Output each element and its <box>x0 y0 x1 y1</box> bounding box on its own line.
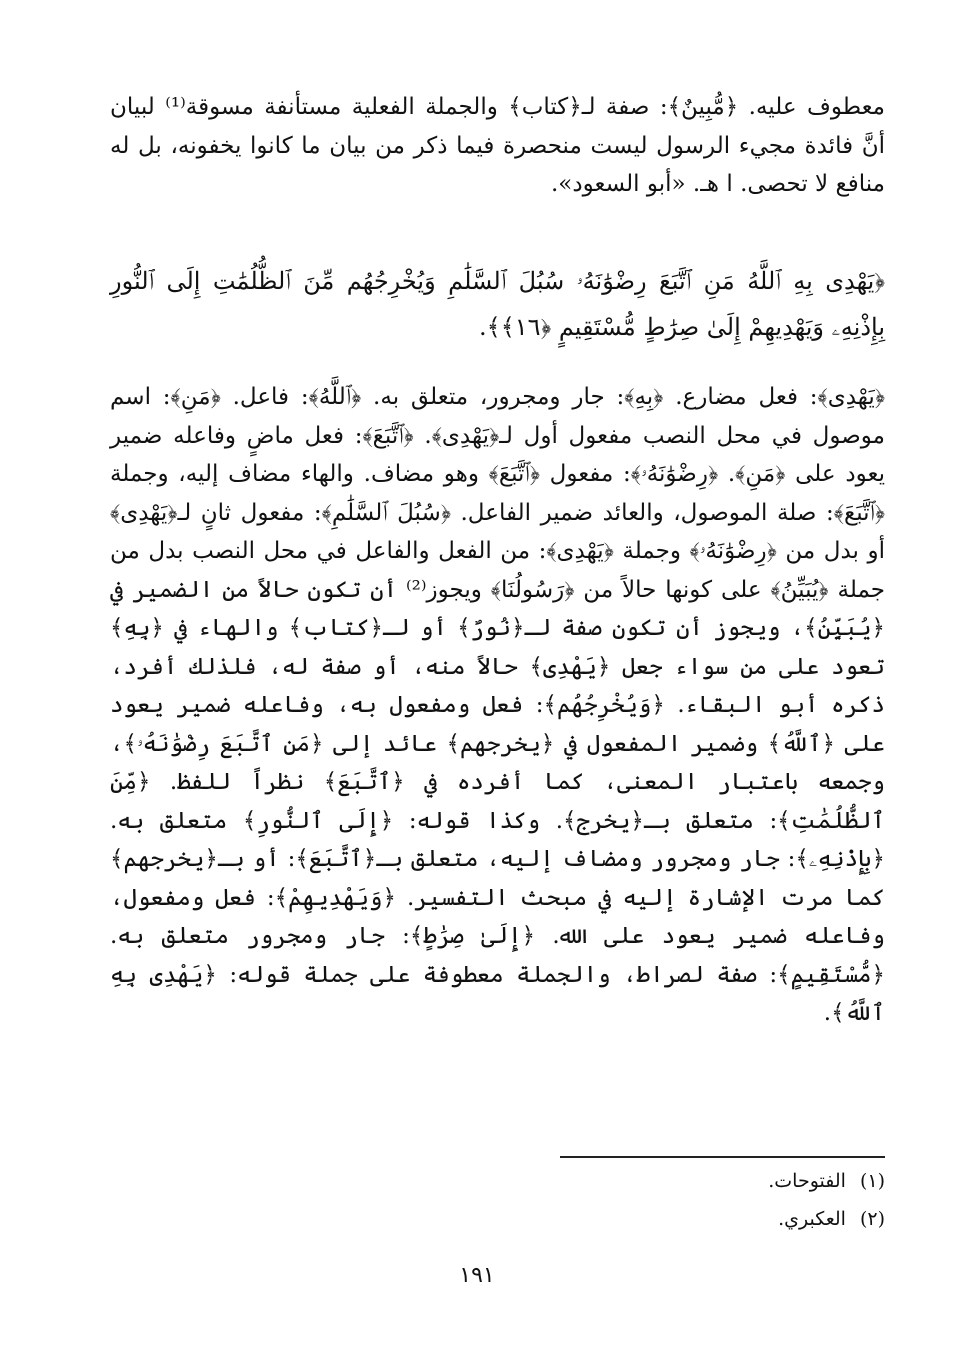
footnote-divider <box>560 1156 885 1158</box>
page-number: ١٩١ <box>459 1263 495 1288</box>
footnote-number: (٢) <box>859 1208 885 1230</box>
intro-paragraph: معطوف عليه. ﴿مُّبِينٌ﴾: صفة لـ﴿كتاب﴾ والجملة الفعلية مستأنفة مسوقة⁽¹⁾ لبيان أنَّ فائدة مجيء الرسول ليست منحصرة فيما ذكر من بيان ما كانوا يخفونه، بل له منافع لا تحصى. ا هـ. «أبو السعود». <box>110 94 885 197</box>
quran-verse: ﴿يَهْدِى بِهِ ٱللَّهُ مَنِ ٱتَّبَعَ رِضْوَٰنَهُۥ سُبُلَ ٱلسَّلَٰمِ وَيُخْرِجُهُم مِّنَ ٱلظُّلُمَٰتِ إِلَى ٱلنُّورِ بِإِذْنِهِۦ وَيَهْدِيهِمْ إِلَىٰ صِرَٰطٍ مُّسْتَقِيمٍ ﴿١٦﴾﴾. <box>110 267 885 341</box>
footnote-text: العكبري. <box>778 1208 846 1230</box>
grammatical-analysis-paragraph: ﴿يَهْدِى﴾: فعل مضارع. ﴿بِهِ﴾: جار ومجرور، متعلق به. ﴿ٱللَّهُ﴾: فاعل. ﴿مَنِ﴾: اسم موصول في محل النصب مفعول أول لـ﴿يَهْدِى﴾. ﴿ٱتَّبَعَ﴾: فعل ماضٍ وفاعله ضمير يعود على ﴿مَنِ﴾. ﴿رِضْوَٰنَهُۥ﴾: مفعول ﴿ٱتَّبَعَ﴾ وهو مضاف. والهاء مضاف إليه، وجملة ﴿ٱتَّبَعَ﴾: صلة الموصول، والعائد ضمير الفاعل. ﴿سُبُلَ ٱلسَّلَٰمِ﴾: مفعول ثانٍ لـ﴿يَهْدِى﴾ أو بدل من ﴿رِضْوَٰنَهُۥ﴾ وجملة ﴿يَهْدِى﴾: من الفعل والفاعل في محل النصب بدل من جملة ﴿يُبَيِّنُ﴾ على كونها حالاً من ﴿رَسُولُنَا﴾ ويجوز⁽²⁾ أن تكون حالاً من الضمير في ﴿يُبَيِّنُ﴾، ويجوز أن تكون صفة لـ﴿نُورٌ﴾ أو لـ﴿كتاب﴾ والهاء في ﴿بِهِ﴾ تعود على من سواء جعل ﴿يَهْدِى﴾ حالاً منه، أو صفة له، فلذلك أفرد، ذكره أبو البقاء. ﴿وَيُخْرِجُهُم﴾: فعل ومفعول به، وفاعله ضمير يعود على ﴿ٱللَّهُ﴾ وضمير المفعول في ﴿يخرجهم﴾ عائد إلى ﴿مَنِ ٱتَّبَعَ رِضْوَٰنَهُۥ﴾، وجمعه باعتبار المعنى، كما أفرده في ﴿ٱتَّبَعَ﴾ نظراً للفظ. ﴿مِّنَ ٱلظُّلُمَٰتِ﴾: متعلق بـ﴿يخرج﴾. وكذا قوله: ﴿إِلَى ٱلنُّورِ﴾ متعلق به. ﴿بِإِذْنِهِۦ﴾: جار ومجرور ومضاف إليه، متعلق بـ﴿ٱتَّبَعَ﴾: أو بـ﴿يخرجهم﴾ كما مرت الإشارة إليه في مبحث التفسير. ﴿وَيَهْدِيهِمْ﴾: فعل ومفعول، وفاعله ضمير يعود على الله. ﴿إِلَىٰ صِرَٰطٍ﴾: جار ومجرور متعلق به. ﴿مُّسْتَقِيمٍ﴾: صفة لصراط، والجملة معطوفة على جملة قوله: ﴿يَهْدِى بِهِ ٱللَّهُ﴾. <box>110 384 885 1026</box>
footnote-number: (١) <box>859 1170 885 1192</box>
footnote-1 <box>560 1166 885 1196</box>
footnote-text: الفتوحات. <box>768 1170 846 1192</box>
footnote-2 <box>560 1204 885 1234</box>
